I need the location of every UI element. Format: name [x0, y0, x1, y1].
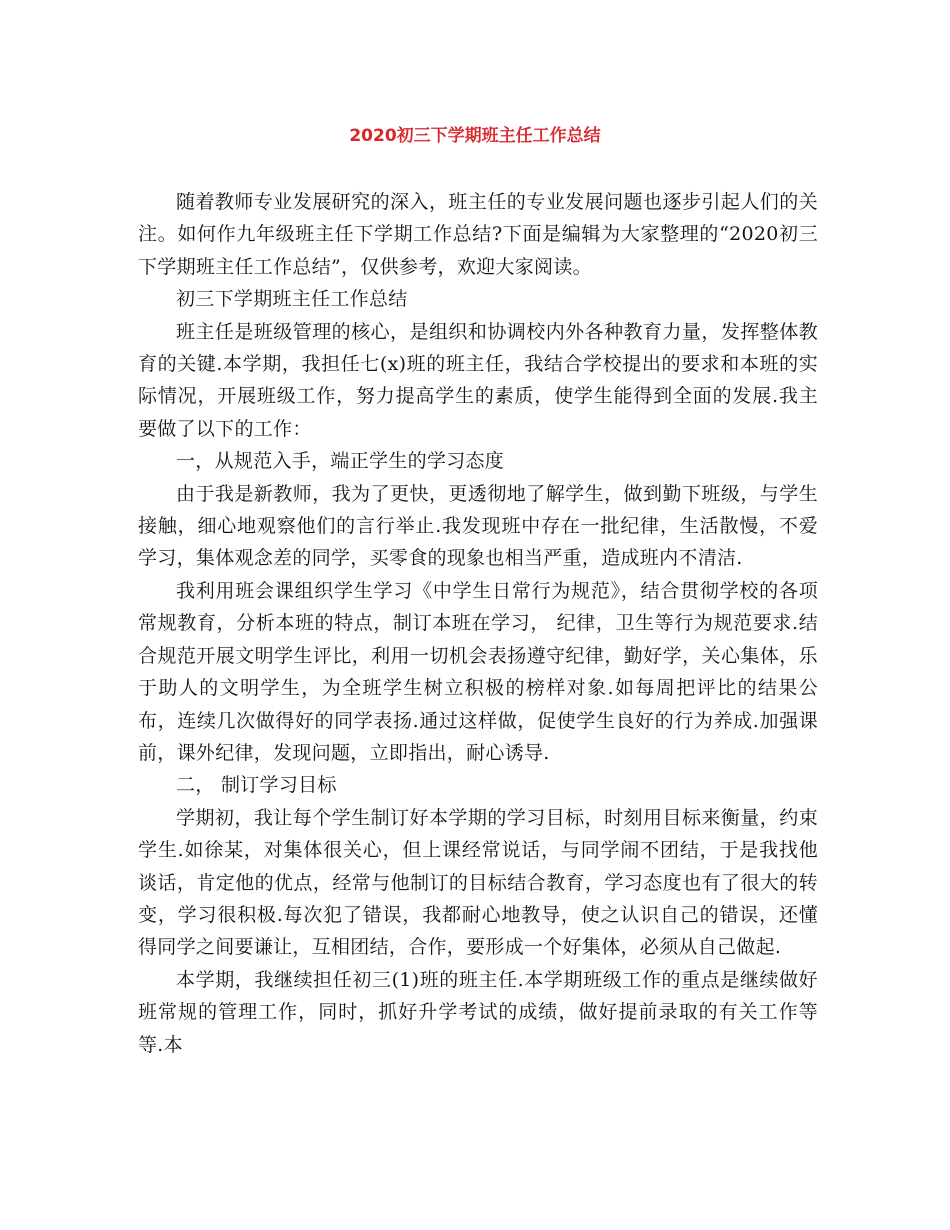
body-paragraph: 班主任是班级管理的核心，是组织和协调校内外各种教育力量，发挥整体教育的关键.本学期，我担任七(x)班的班主任，我结合学校提出的要求和本班的实际情况，开展班级工作，努力提高学生的素质，使学生能得到全面的发展.我主要做了以下的工作： [138, 320, 818, 440]
body-paragraph: 本学期，我继续担任初三(1)班的班主任.本学期班级工作的重点是继续做好班常规的管理工作，同时，抓好升学考试的成绩，做好提前录取的有关工作等等.本 [138, 968, 818, 1056]
section-heading-1: 一，从规范入手，端正学生的学习态度 [176, 450, 505, 473]
body-paragraph: 由于我是新教师，我为了更快，更透彻地了解学生，做到勤下班级，与学生接触，细心地观察他们的言行举止.我发现班中存在一批纪律，生活散慢，不爱学习，集体观念差的同学，买零食的现象也相当严重，造成班内不清洁. [138, 482, 818, 570]
document-body [138, 186, 818, 1061]
page-title: 2020初三下学期班主任工作总结 [349, 126, 601, 146]
subtitle-paragraph: 初三下学期班主任工作总结 [176, 288, 408, 311]
intro-paragraph: 随着教师专业发展研究的深入，班主任的专业发展问题也逐步引起人们的关注。如何作九年级班主任下学期工作总结?下面是编辑为大家整理的“2020初三下学期班主任工作总结”，仅供参考，欢迎大家阅读。 [138, 191, 818, 278]
body-paragraph: 学期初，我让每个学生制订好本学期的学习目标，时刻用目标来衡量，约束学生.如徐某，对集体很关心，但上课经常说话，与同学闹不团结，于是我找他谈话，肯定他的优点，经常与他制订的目标结合教育，学习态度也有了很大的转变，学习很积极.每次犯了错误，我都耐心地教导，使之认识自己的错误，还懂得同学之间要谦让，互相团结，合作，要形成一个好集体，必须从自己做起. [138, 806, 818, 959]
body-paragraph: 我利用班会课组织学生学习《中学生日常行为规范》，结合贯彻学校的各项常规教育，分析本班的特点，制订本班在学习， 纪律，卫生等行为规范要求.结合规范开展文明学生评比，利用一切机会表扬遵守纪律，勤好学，关心集体，乐于助人的文明学生，为全班学生树立积极的榜样对象.如每周把评比的结果公布，连续几次做得好的同学表扬.通过这样做，促使学生良好的行为养成.加强课前，课外纪律，发现问题，立即指出，耐心诱导. [138, 579, 818, 764]
section-heading-2: 二， 制订学习目标 [176, 774, 337, 797]
